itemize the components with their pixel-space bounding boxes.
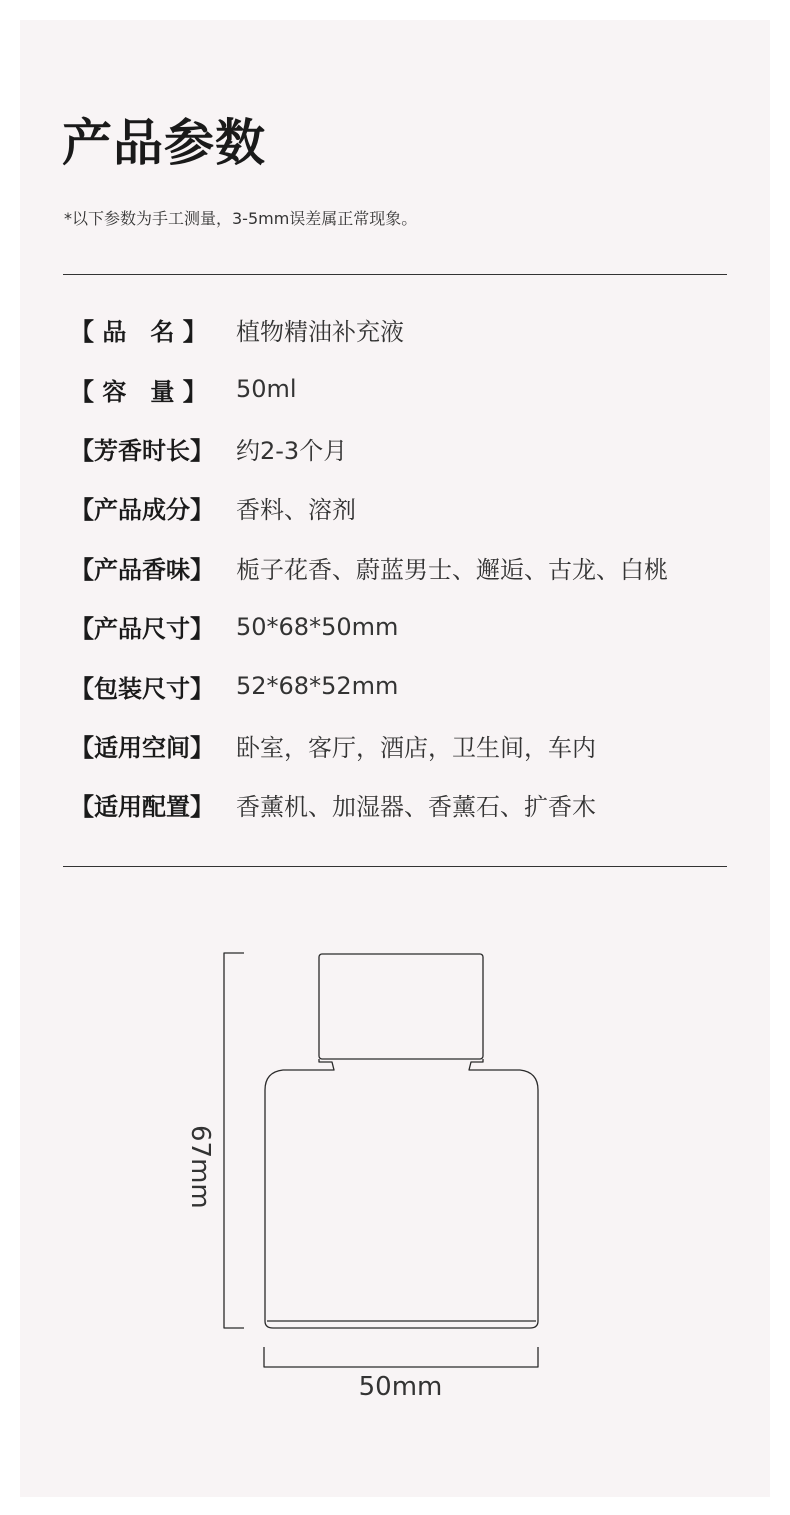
divider-bottom <box>63 866 727 867</box>
spec-label: 【产品尺寸】 <box>70 615 214 644</box>
spec-row-ingredients <box>70 478 730 537</box>
spec-label: 【产品成分】 <box>70 496 214 525</box>
spec-value: 52*68*52mm <box>236 672 399 701</box>
spec-row-scents <box>70 538 730 597</box>
spec-value: 香料、溶剂 <box>236 496 356 525</box>
spec-row-capacity <box>70 359 730 418</box>
spec-label: 【芳香时长】 <box>70 436 214 465</box>
height-dimension-label: 67mm <box>185 1125 215 1209</box>
spec-value: 植物精油补充液 <box>236 318 404 347</box>
page-title: 产品参数 <box>62 114 266 172</box>
width-dimension-label: 50mm <box>358 1372 443 1402</box>
spec-label: 【产品香味】 <box>70 555 214 584</box>
spec-row-name <box>70 300 730 359</box>
measurement-note: *以下参数为手工测量，3-5mm误差属正常现象。 <box>64 209 418 228</box>
spec-label: 【 容 量 】 <box>70 377 207 406</box>
spec-value: 香薰机、加湿器、香薰石、扩香木 <box>236 793 596 822</box>
spec-label: 【 品 名 】 <box>70 318 207 347</box>
spec-value: 50ml <box>236 375 297 404</box>
spec-value: 卧室，客厅，酒店，卫生间，车内 <box>236 733 596 762</box>
spec-row-duration <box>70 419 730 478</box>
spec-value: 50*68*50mm <box>236 612 399 641</box>
divider-top <box>63 274 727 275</box>
spec-list <box>70 300 730 835</box>
spec-label: 【包装尺寸】 <box>70 674 214 703</box>
spec-value: 栀子花香、蔚蓝男士、邂逅、古龙、白桃 <box>236 555 668 584</box>
spec-value: 约2-3个月 <box>236 436 348 465</box>
spec-row-configuration <box>70 775 730 834</box>
spec-row-product-size <box>70 597 730 656</box>
spec-label: 【适用配置】 <box>70 793 214 822</box>
spec-row-package-size <box>70 656 730 715</box>
spec-row-spaces <box>70 716 730 775</box>
spec-label: 【适用空间】 <box>70 733 214 762</box>
